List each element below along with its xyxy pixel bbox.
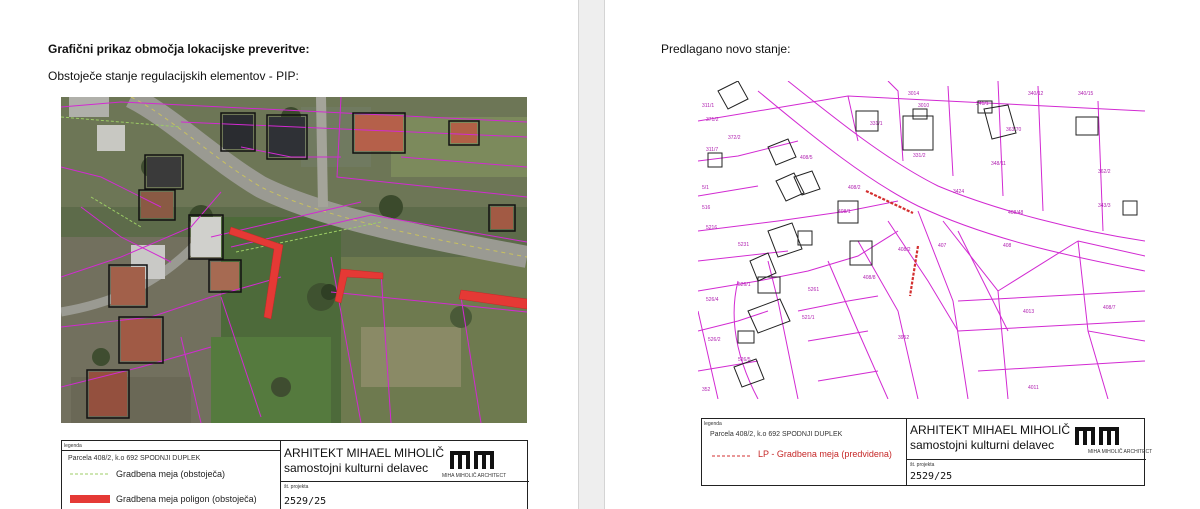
- legend-parcel: Parcela 408/2, k.o 692 SPODNJI DUPLEK: [68, 455, 201, 462]
- parcel-label: 526/4: [706, 297, 719, 303]
- parcel-label: 341/1: [976, 101, 989, 107]
- parcel-label: 408/2: [898, 247, 911, 253]
- parcel-label: 5/1: [702, 185, 709, 191]
- parcel-label: 408: [1003, 243, 1012, 249]
- project-number: 2529/25: [910, 471, 953, 482]
- parcel-label: 516: [702, 205, 711, 211]
- parcel-label: 526/1: [738, 282, 751, 288]
- parcel-label: 343/3: [1098, 203, 1111, 209]
- parcel-label: 408/8: [863, 275, 876, 281]
- parcel-label: 371/2: [706, 117, 719, 123]
- parcel-label: 408/48: [1008, 210, 1024, 216]
- logo-caption: MIHA MIHOLIČ ARCHITECT: [442, 473, 507, 479]
- parcel-label: 4011: [1028, 385, 1039, 391]
- cadastral-map-proposed: [698, 81, 1145, 399]
- architect-name: ARHITEKT MIHAEL MIHOLIČ: [284, 446, 445, 460]
- logo-caption: MIHA MIHOLIČ ARCHITECT: [1088, 449, 1153, 455]
- parcel-label: 340/15: [1078, 91, 1094, 97]
- parcel-label: 340/12: [1028, 91, 1044, 97]
- parcel-label: 5231: [738, 242, 750, 248]
- parcel-label: 3014: [908, 91, 920, 97]
- parcel-label: 5261: [808, 287, 820, 293]
- legend-swatch-red-polygon: [70, 495, 110, 503]
- parcel-label: 362/2: [1098, 169, 1111, 175]
- parcel-label: 331/2: [913, 153, 926, 159]
- page-gutter: [578, 0, 605, 509]
- legend-box-right: [701, 418, 1153, 486]
- parcel-label: 372/2: [728, 135, 741, 141]
- document-page-right: [605, 0, 1200, 509]
- parcel-label: 521/1: [802, 315, 815, 321]
- parcel-label: 3424: [953, 189, 965, 195]
- architect-role: samostojni kulturni delavec: [284, 461, 429, 475]
- project-label: št. projekta: [910, 462, 935, 468]
- architect-role: samostojni kulturni delavec: [910, 438, 1055, 452]
- parcel-label: 408/2: [848, 185, 861, 191]
- parcel-label: 3010: [918, 103, 930, 109]
- parcel-label: 526/5: [738, 357, 751, 363]
- parcel-label: 3952: [898, 335, 910, 341]
- parcel-label: 407: [938, 243, 947, 249]
- mm-logo-icon: [450, 451, 494, 469]
- parcel-label: 352: [702, 387, 711, 393]
- heading-left: Grafični prikaz območja lokacijske preveritve:: [48, 42, 310, 56]
- legend-parcel: Parcela 408/2, k.o 692 SPODNJI DUPLEK: [710, 431, 843, 438]
- parcel-label: 5216: [706, 225, 718, 231]
- legend-item-1: Gradbena meja (obstoječa): [116, 469, 226, 479]
- parcel-label: 331/1: [870, 121, 883, 127]
- legend-item-2: Gradbena meja poligon (obstoječa): [116, 494, 257, 504]
- legend-box-left: [61, 440, 528, 509]
- parcel-label: 526/2: [708, 337, 721, 343]
- parcel-label: 4013: [1023, 309, 1035, 315]
- legend-swatch-red-dashed: [712, 454, 752, 458]
- architect-name: ARHITEKT MIHAEL MIHOLIČ: [910, 423, 1071, 437]
- parcel-label: 363/70: [1006, 127, 1022, 133]
- parcel-label: 408/1: [838, 209, 851, 215]
- legend-title: legenda: [704, 421, 722, 427]
- parcel-label: 408/7: [1103, 305, 1116, 311]
- legend-item-1: LP - Gradbena meja (predvidena): [758, 449, 892, 459]
- mm-logo-icon: [1075, 427, 1119, 445]
- project-label: št. projekta: [284, 484, 309, 490]
- aerial-map-existing: [61, 97, 527, 423]
- parcel-label: 408/5: [800, 155, 813, 161]
- document-page-left: [0, 0, 578, 509]
- legend-title: legenda: [64, 443, 82, 449]
- project-number: 2529/25: [284, 496, 327, 507]
- legend-swatch-green-line: [70, 472, 110, 476]
- subheading-left: Obstoječe stanje regulacijskih elementov - PIP:: [48, 69, 299, 83]
- heading-right: Predlagano novo stanje:: [661, 42, 791, 56]
- parcel-label: 311/1: [702, 103, 715, 109]
- parcel-label: 348/11: [991, 161, 1006, 167]
- parcel-label: 311/7: [706, 147, 719, 153]
